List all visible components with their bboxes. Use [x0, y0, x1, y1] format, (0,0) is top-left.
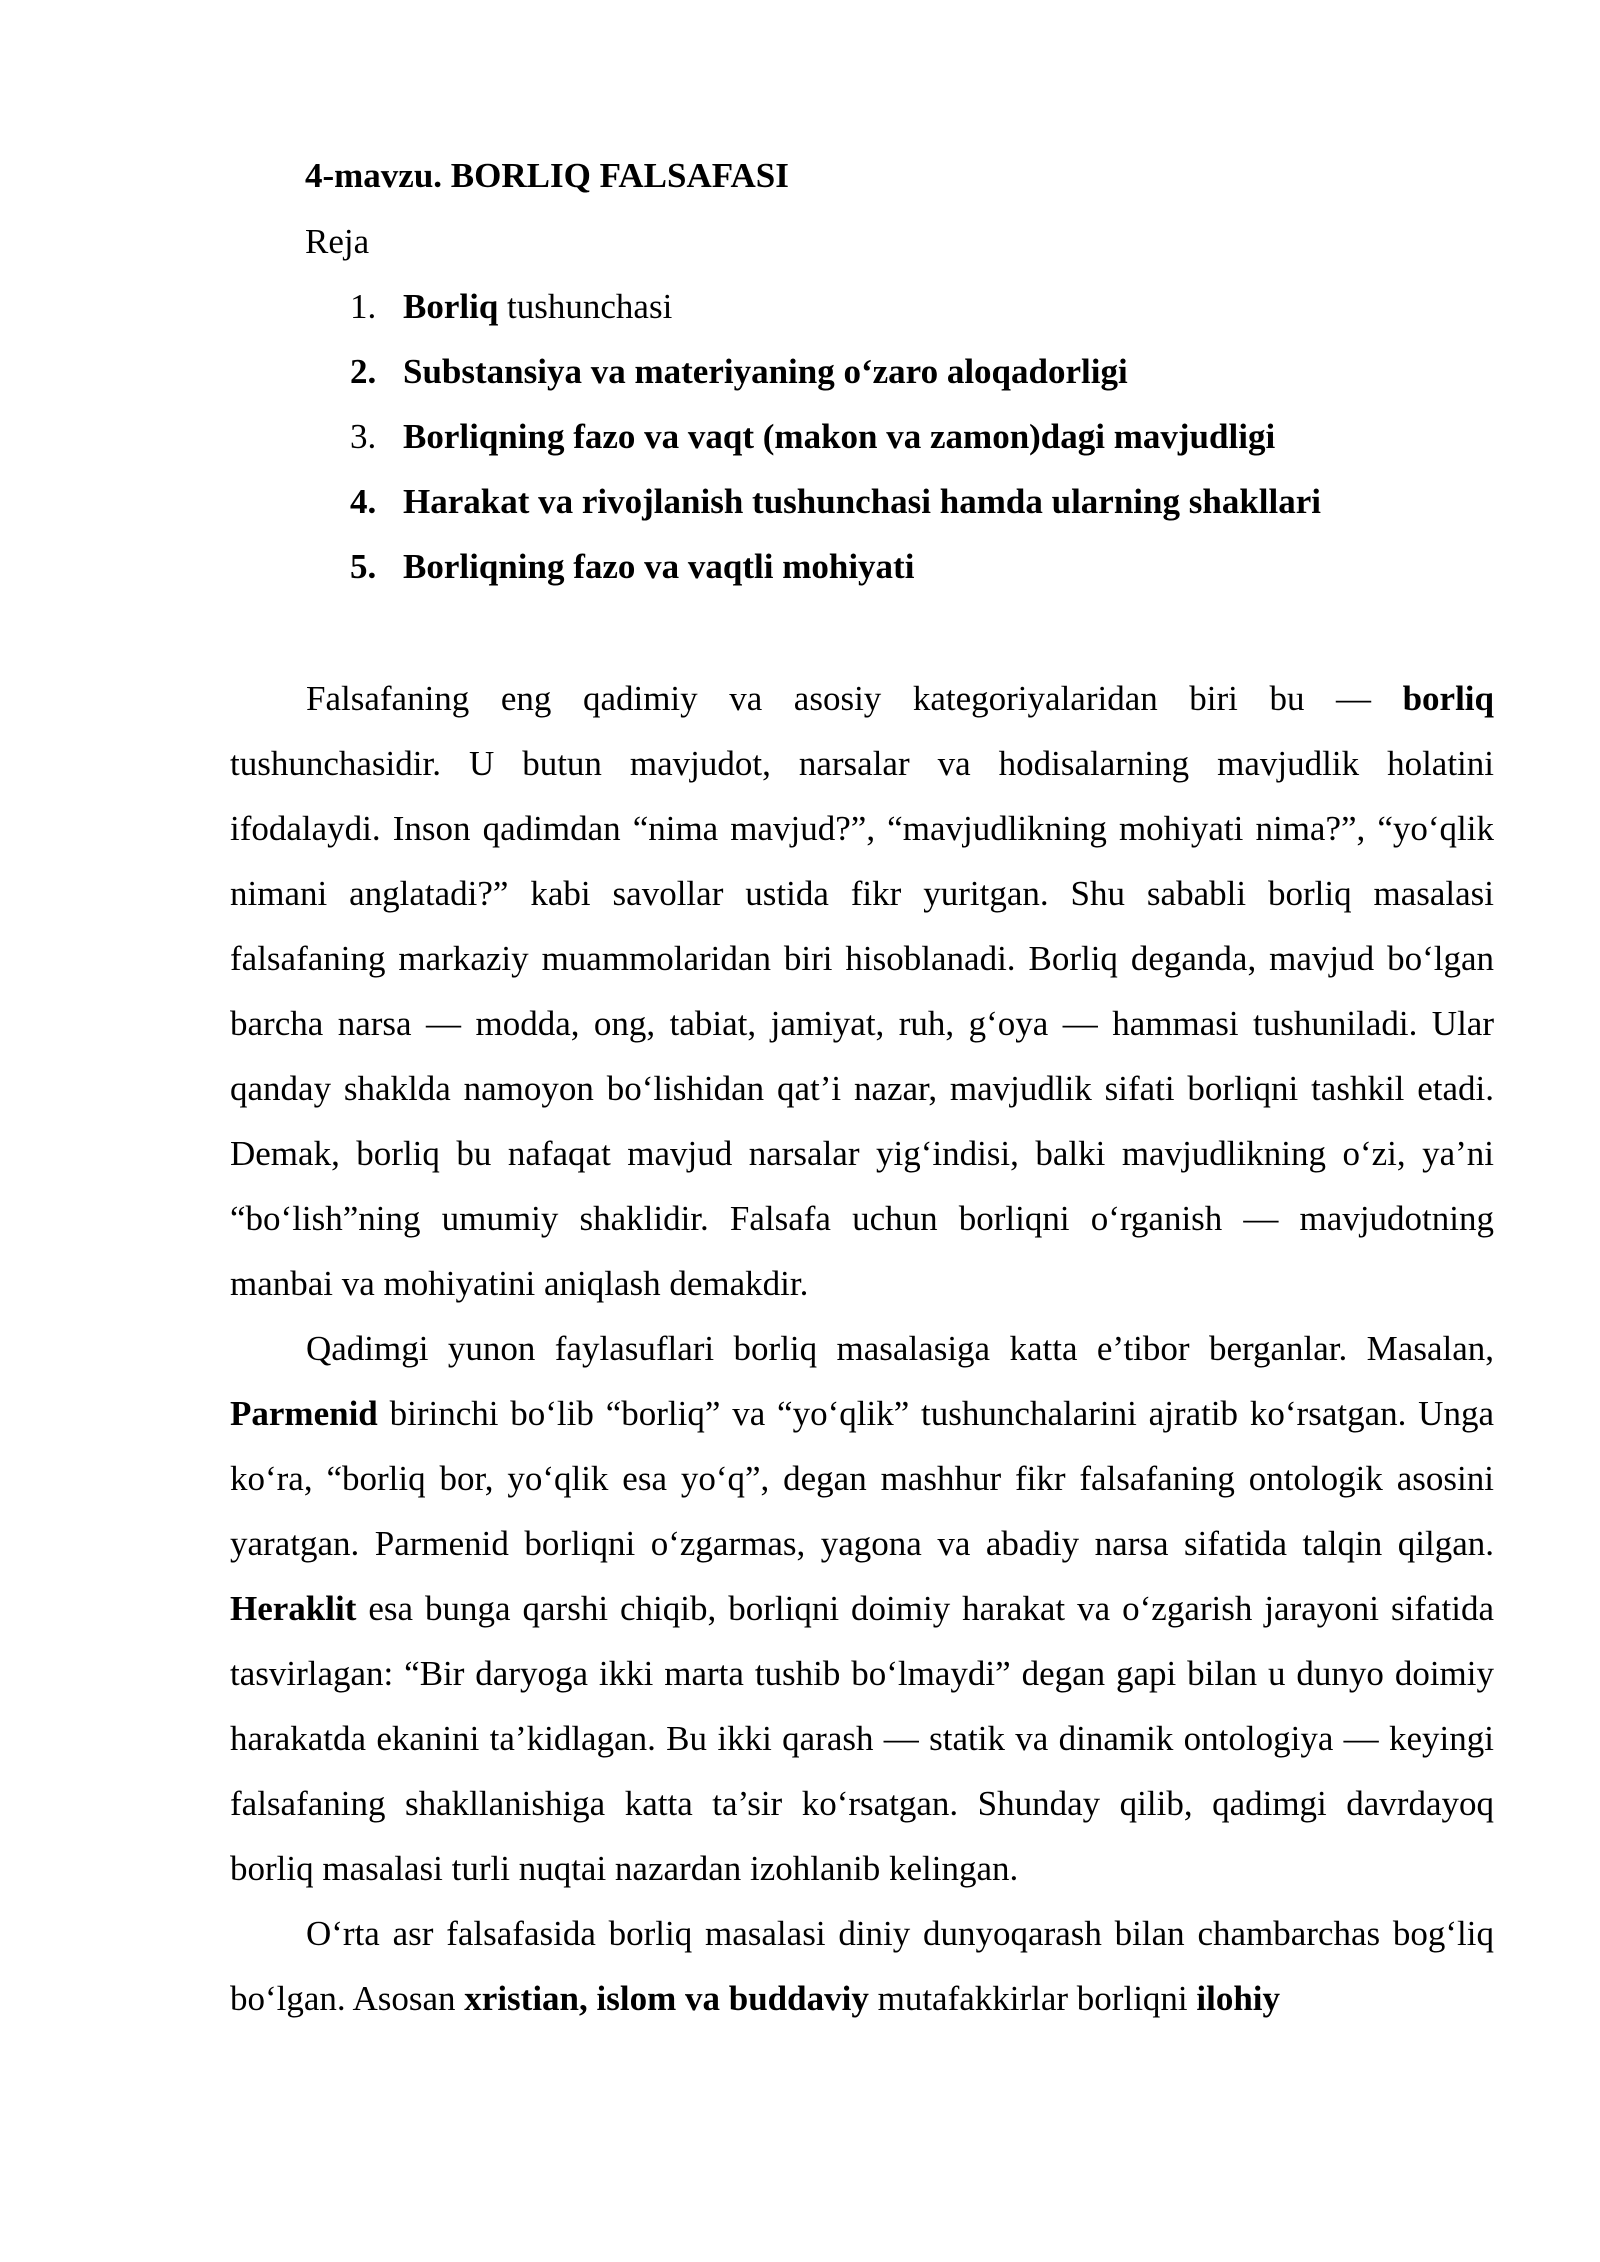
plan-item [350, 283, 1321, 348]
paragraph-bold-term: Parmenid [230, 1394, 378, 1433]
plan-item-bold-text: Harakat va rivojlanish tushunchasi hamda ularning shakllari [403, 482, 1321, 521]
paragraph [230, 1901, 1494, 2031]
paragraph-bold-term: ilohiy [1196, 1979, 1281, 2018]
plan-item-text: tushunchasi [498, 287, 673, 326]
plan-item-number: 5. [350, 547, 377, 586]
paragraph-bold-term: borliq [1402, 679, 1494, 718]
plan-item-bold-text: Borliqning fazo va vaqtli mohiyati [403, 547, 915, 586]
paragraph-bold-term: xristian, islom va buddaviy [464, 1979, 869, 2018]
paragraph-text: tushunchasidir. U butun mavjudot, narsalar va hodisalarning mavjudlik holatini ifodalaydi. Inson qadimdan “nima mavjud?”, “mavjudlikning mohiyati nima?”, “yo‘qlik nimani anglatadi?” kabi savollar ustida fikr yuritgan. Shu sababli borliq masalasi falsafaning markaziy muammolaridan biri hisoblanadi. Borliq deganda, mavjud bo‘lgan barcha narsa — modda, ong, tabiat, jamiyat, ruh, g‘oya — hammasi tushuniladi. Ular qanday shaklda namoyon bo‘lishidan qat’i nazar, mavjudlik sifati borliqni tashkil etadi. Demak, borliq bu nafaqat mavjud narsalar yig‘indisi, balki mavjudlikning o‘zi, ya’ni “bo‘lish”ning umumiy shaklidir. Falsafa uchun borliqni o‘rganish — mavjudotning manbai va mohiyatini aniqlash demakdir. [230, 744, 1494, 1303]
paragraph-text: Qadimgi yunon faylasuflari borliq masalasiga katta e’tibor berganlar. Masalan, [306, 1329, 1494, 1368]
plan-item-number: 3. [350, 417, 377, 456]
paragraph-bold-term: Heraklit [230, 1589, 357, 1628]
plan-item [350, 413, 1321, 478]
plan-item-bold-text: Borliqning fazo va vaqt (makon va zamon)dagi mavjudligi [403, 417, 1276, 456]
plan-item [350, 543, 1321, 608]
paragraph-text: mutafakkirlar borliqni [868, 1979, 1197, 2018]
plan-list [350, 283, 1321, 608]
plan-item-bold-text: Borliq [403, 287, 499, 326]
plan-item-bold-text: Substansiya va materiyaning o‘zaro aloqadorligi [403, 352, 1128, 391]
plan-item-number: 2. [350, 352, 377, 391]
paragraph [230, 1316, 1494, 1901]
page-title: 4-mavzu. BORLIQ FALSAFASI [305, 156, 789, 195]
paragraph-text: O‘rta asr falsafasida borliq masalasi diniy dunyoqarash bilan chambarchas bog‘liq bo‘lgan. Asosan [230, 1914, 1494, 2018]
plan-label: Reja [305, 222, 370, 261]
paragraph-text: Falsafaning eng qadimiy va asosiy kategoriyalaridan biri bu — [306, 679, 1403, 718]
body-text [230, 666, 1494, 2031]
paragraph-text: esa bunga qarshi chiqib, borliqni doimiy harakat va o‘zgarish jarayoni sifatida tasvirlagan: “Bir daryoga ikki marta tushib bo‘lmaydi” degan gapi bilan u dunyo doimiy harakatda ekanini ta’kidlagan. Bu ikki qarash — statik va dinamik ontologiya — keyingi falsafaning shakllanishiga katta ta’sir ko‘rsatgan. Shunday qilib, qadimgi davrdayoq borliq masalasi turli nuqtai nazardan izohlanib kelingan. [230, 1589, 1494, 1888]
plan-item [350, 348, 1321, 413]
plan-item [350, 478, 1321, 543]
plan-item-number: 4. [350, 482, 377, 521]
plan-item-number: 1. [350, 287, 377, 326]
paragraph-text: birinchi bo‘lib “borliq” va “yo‘qlik” tushunchalarini ajratib ko‘rsatgan. Unga ko‘ra, “borliq bor, yo‘qlik esa yo‘q”, degan mashhur fikr falsafaning ontologik asosini yaratgan. Parmenid borliqni o‘zgarmas, yagona va abadiy narsa sifatida talqin qilgan. [230, 1394, 1494, 1563]
paragraph [230, 666, 1494, 1316]
